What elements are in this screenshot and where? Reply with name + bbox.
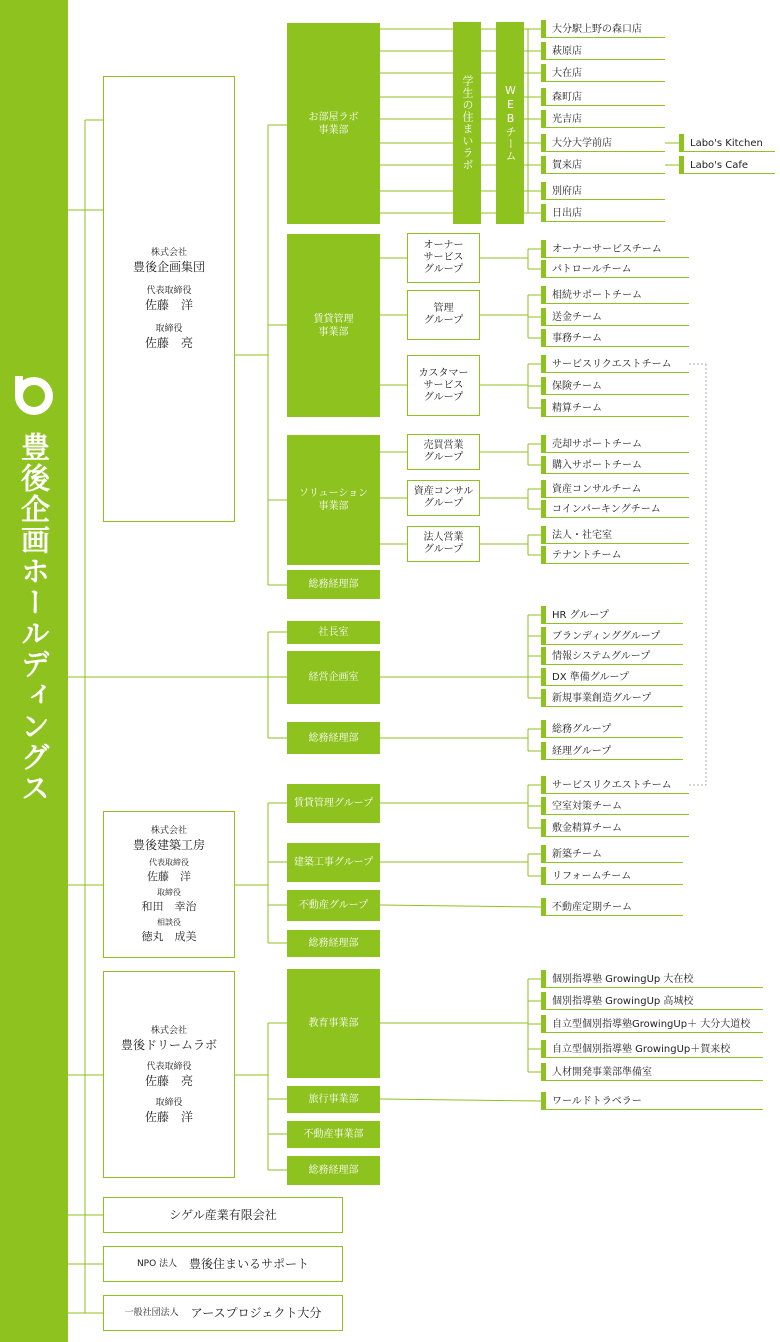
store-item: 大分駅上野の森口店 xyxy=(541,20,665,38)
officer-name: 佐藤 洋 xyxy=(144,298,193,312)
team-item: 相続サポートチーム xyxy=(541,286,689,304)
team-item: 敷金精算チーム xyxy=(541,819,689,837)
store-item: 別府店 xyxy=(541,182,665,200)
team-item: リフォームチーム xyxy=(541,867,683,885)
team-item: 個別指導塾 GrowingUp 大在校 xyxy=(541,970,763,988)
company-box-kikaku xyxy=(103,76,235,522)
holding-banner xyxy=(0,0,68,1342)
team-item: サービスリクエストチーム xyxy=(541,776,689,794)
officer-title: 代表取締役 xyxy=(146,286,192,296)
dept-president-office: 社長室 xyxy=(287,621,380,644)
officer-name: 和田 幸治 xyxy=(141,900,197,913)
team-item: HR グループ xyxy=(541,606,683,624)
team-item: DX 準備グループ xyxy=(541,668,683,686)
group-rental-management: 賃貸管理グループ xyxy=(287,784,380,823)
team-item: 送金チーム xyxy=(541,308,689,326)
group-customer-service: カスタマー サービス グループ xyxy=(407,355,480,416)
team-item: 自立型個別指導塾GrowingUp＋ 大分大道校 xyxy=(541,1015,763,1033)
company-type: 株式会社 xyxy=(150,826,187,836)
affiliate-name: アースプロジェクト大分 xyxy=(190,1306,322,1320)
team-item: 事務チーム xyxy=(541,329,689,347)
group-construction: 建築工事グループ xyxy=(287,843,380,882)
team-item: 法人・社宅室 xyxy=(541,526,689,544)
store-item: 賀来店 xyxy=(541,156,665,174)
store-item: 大在店 xyxy=(541,64,665,82)
team-item: 購入サポートチーム xyxy=(541,456,689,474)
group-sales-trading: 売買営業 グループ xyxy=(407,434,480,470)
officer-title: 取締役 xyxy=(155,1097,183,1108)
annex-labos-kitchen: Labo's Kitchen xyxy=(679,134,775,152)
team-item: ブランディンググループ xyxy=(541,627,683,645)
division-general-affairs: 総務経理部 xyxy=(287,570,380,599)
division-rental-management: 賃貸管理 事業部 xyxy=(287,234,380,417)
company-name: 豊後ドリームラボ xyxy=(120,1037,217,1052)
division-education: 教育事業部 xyxy=(287,969,380,1078)
officer-title: 代表取締役 xyxy=(146,1061,192,1072)
group-asset-consulting: 資産コンサル グループ xyxy=(407,480,480,516)
officer-name: 佐藤 洋 xyxy=(147,870,191,883)
affiliate-prefix: 一般社団法人 xyxy=(124,1308,179,1318)
division-real-estate: 不動産事業部 xyxy=(287,1121,380,1148)
team-item: 自立型個別指導塾 GrowingUp＋賀来校 xyxy=(541,1040,763,1058)
officer-name: 徳丸 成美 xyxy=(141,930,197,943)
company-name: 豊後建築工房 xyxy=(132,838,205,852)
team-item: 不動産定期チーム xyxy=(541,898,683,916)
team-item: 新規事業創造グループ xyxy=(541,689,683,707)
team-item: 人材開発事業部準備室 xyxy=(541,1063,763,1081)
team-item: 総務グループ xyxy=(541,720,683,738)
store-item: 萩原店 xyxy=(541,42,665,60)
bungo-logo-icon xyxy=(11,372,57,418)
team-item: 売却サポートチーム xyxy=(541,435,689,453)
affiliate-shigeru xyxy=(103,1197,343,1233)
annex-labos-cafe: Labo's Cafe xyxy=(679,156,775,174)
company-type: 株式会社 xyxy=(150,1025,187,1036)
officer-title: 取締役 xyxy=(157,888,181,897)
company-type: 株式会社 xyxy=(150,248,187,258)
team-item: テナントチーム xyxy=(541,546,689,564)
team-item: 情報システムグループ xyxy=(541,647,683,665)
store-item: 光吉店 xyxy=(541,110,665,128)
group-real-estate: 不動産グループ xyxy=(287,890,380,921)
store-item: 日出店 xyxy=(541,204,665,222)
division-oheya-labo: お部屋ラボ 事業部 xyxy=(287,23,380,224)
group-corporate-sales: 法人営業 グループ xyxy=(407,526,480,562)
team-item: 精算チーム xyxy=(541,399,689,417)
team-item: オーナーサービスチーム xyxy=(541,240,689,258)
company-box-kenchiku xyxy=(103,811,235,958)
holding-name: 豊後企画ホールディングス xyxy=(17,432,51,804)
affiliate-name: シゲル産業有限会社 xyxy=(169,1208,277,1222)
affiliate-npo xyxy=(103,1246,343,1282)
group-management: 管理 グループ xyxy=(407,290,480,340)
dept-corporate-planning: 経営企画室 xyxy=(287,651,380,704)
team-item: 資産コンサルチーム xyxy=(541,480,689,498)
team-web: WEBチーム xyxy=(496,22,524,224)
team-item: 新築チーム xyxy=(541,845,683,863)
team-student-housing-labo: 学生の住まいラボ xyxy=(453,22,481,224)
officer-title: 代表取締役 xyxy=(149,858,189,867)
store-item: 大分大学前店 xyxy=(541,134,665,152)
officer-name: 佐藤 亮 xyxy=(144,336,193,350)
connector-line xyxy=(380,1099,541,1101)
officer-name: 佐藤 洋 xyxy=(144,1109,193,1124)
officer-title: 取締役 xyxy=(155,324,183,334)
team-item: パトロールチーム xyxy=(541,260,689,278)
group-general-affairs: 総務経理部 xyxy=(287,930,380,957)
team-item: 個別指導塾 GrowingUp 高城校 xyxy=(541,992,763,1010)
affiliate-name: 豊後住まいるサポート xyxy=(189,1257,310,1271)
team-item: ワールドトラベラー xyxy=(541,1092,763,1110)
division-general-affairs: 総務経理部 xyxy=(287,1156,380,1185)
officer-name: 佐藤 亮 xyxy=(144,1073,193,1088)
store-item: 森町店 xyxy=(541,88,665,106)
group-owner-service: オーナー サービス グループ xyxy=(407,233,480,283)
dept-general-affairs: 総務経理部 xyxy=(287,722,380,754)
affiliate-earth-project xyxy=(103,1295,343,1331)
team-item: 空室対策チーム xyxy=(541,797,689,815)
company-name: 豊後企画集団 xyxy=(132,260,205,274)
division-travel: 旅行事業部 xyxy=(287,1086,380,1113)
connector-line xyxy=(380,905,541,907)
company-box-dream xyxy=(103,971,235,1178)
team-item: 保険チーム xyxy=(541,377,689,395)
officer-title: 相談役 xyxy=(157,918,181,927)
division-solution: ソリューション 事業部 xyxy=(287,435,380,565)
team-item: サービスリクエストチーム xyxy=(541,355,689,373)
affiliate-prefix: NPO 法人 xyxy=(136,1259,178,1269)
team-item: コインパーキングチーム xyxy=(541,500,689,518)
team-item: 経理グループ xyxy=(541,742,683,760)
